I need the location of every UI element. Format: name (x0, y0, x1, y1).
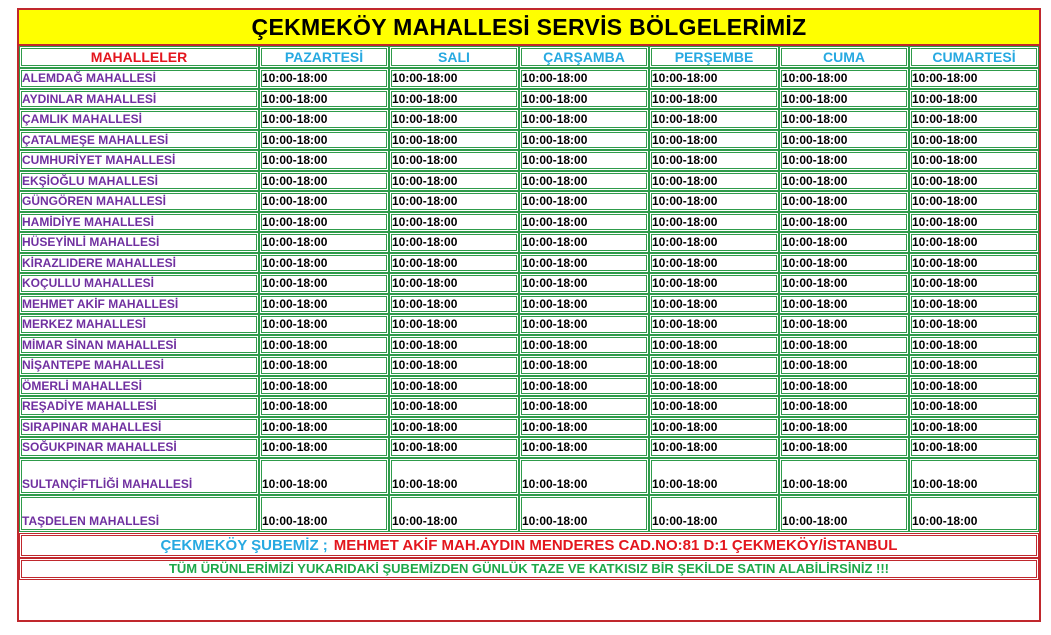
service-hours-cell: 10:00-18:00 (779, 314, 909, 335)
service-hours-cell: 10:00-18:00 (909, 495, 1039, 532)
service-hours-cell: 10:00-18:00 (259, 109, 389, 130)
service-hours-cell: 10:00-18:00 (909, 273, 1039, 294)
neighborhood-name: SIRAPINAR MAHALLESİ (19, 417, 259, 438)
table-row (19, 314, 1039, 335)
service-hours-cell: 10:00-18:00 (649, 294, 779, 315)
page-title: ÇEKMEKÖY MAHALLESİ SERVİS BÖLGELERİMİZ (19, 10, 1039, 46)
table-row (19, 171, 1039, 192)
service-hours-cell: 10:00-18:00 (649, 191, 779, 212)
service-hours-cell: 10:00-18:00 (519, 437, 649, 458)
service-hours-cell: 10:00-18:00 (259, 232, 389, 253)
service-hours-cell: 10:00-18:00 (519, 68, 649, 89)
neighborhood-name: CUMHURİYET MAHALLESİ (19, 150, 259, 171)
service-hours-cell: 10:00-18:00 (519, 232, 649, 253)
neighborhood-name: ÖMERLİ MAHALLESİ (19, 376, 259, 397)
neighborhood-name: ÇATALMEŞE MAHALLESİ (19, 130, 259, 151)
service-hours-cell: 10:00-18:00 (779, 294, 909, 315)
header-day-3: ÇARŞAMBA (519, 46, 649, 68)
service-hours-cell: 10:00-18:00 (649, 150, 779, 171)
service-hours-cell: 10:00-18:00 (649, 396, 779, 417)
neighborhood-name: SULTANÇİFTLİĞİ MAHALLESİ (19, 458, 259, 495)
service-hours-cell: 10:00-18:00 (909, 150, 1039, 171)
service-hours-cell: 10:00-18:00 (779, 396, 909, 417)
service-hours-cell: 10:00-18:00 (779, 171, 909, 192)
service-hours-cell: 10:00-18:00 (909, 130, 1039, 151)
service-hours-cell: 10:00-18:00 (259, 68, 389, 89)
service-hours-cell: 10:00-18:00 (779, 89, 909, 110)
service-hours-cell: 10:00-18:00 (779, 68, 909, 89)
schedule-sheet (17, 8, 1041, 622)
service-hours-cell: 10:00-18:00 (909, 355, 1039, 376)
service-hours-cell: 10:00-18:00 (259, 171, 389, 192)
service-hours-cell: 10:00-18:00 (389, 417, 519, 438)
service-hours-cell: 10:00-18:00 (909, 376, 1039, 397)
service-hours-cell: 10:00-18:00 (389, 130, 519, 151)
service-hours-cell: 10:00-18:00 (649, 109, 779, 130)
service-hours-cell: 10:00-18:00 (649, 171, 779, 192)
service-hours-cell: 10:00-18:00 (259, 314, 389, 335)
service-hours-cell: 10:00-18:00 (779, 273, 909, 294)
service-hours-cell: 10:00-18:00 (259, 437, 389, 458)
service-hours-cell: 10:00-18:00 (259, 253, 389, 274)
service-hours-cell: 10:00-18:00 (519, 150, 649, 171)
service-hours-cell: 10:00-18:00 (909, 68, 1039, 89)
service-hours-cell: 10:00-18:00 (519, 355, 649, 376)
service-hours-cell: 10:00-18:00 (909, 437, 1039, 458)
service-hours-cell: 10:00-18:00 (519, 109, 649, 130)
neighborhood-name: KİRAZLIDERE MAHALLESİ (19, 253, 259, 274)
service-hours-cell: 10:00-18:00 (779, 109, 909, 130)
table-row (19, 437, 1039, 458)
service-hours-cell: 10:00-18:00 (909, 212, 1039, 233)
neighborhood-name: MERKEZ MAHALLESİ (19, 314, 259, 335)
service-hours-cell: 10:00-18:00 (259, 150, 389, 171)
service-hours-cell: 10:00-18:00 (259, 212, 389, 233)
service-hours-cell: 10:00-18:00 (259, 417, 389, 438)
table-row (19, 495, 1039, 532)
service-hours-cell: 10:00-18:00 (909, 396, 1039, 417)
service-hours-cell: 10:00-18:00 (389, 273, 519, 294)
header-day-1: PAZARTESİ (259, 46, 389, 68)
service-hours-cell: 10:00-18:00 (909, 335, 1039, 356)
service-hours-cell: 10:00-18:00 (389, 376, 519, 397)
table-row (19, 212, 1039, 233)
neighborhood-name: SOĞUKPINAR MAHALLESİ (19, 437, 259, 458)
service-hours-cell: 10:00-18:00 (519, 191, 649, 212)
service-hours-cell: 10:00-18:00 (519, 253, 649, 274)
service-hours-cell: 10:00-18:00 (779, 191, 909, 212)
service-hours-cell: 10:00-18:00 (259, 396, 389, 417)
service-hours-cell: 10:00-18:00 (389, 253, 519, 274)
table-row (19, 376, 1039, 397)
service-hours-cell: 10:00-18:00 (389, 335, 519, 356)
service-hours-cell: 10:00-18:00 (779, 232, 909, 253)
header-row (19, 46, 1039, 68)
service-hours-cell: 10:00-18:00 (389, 495, 519, 532)
service-hours-cell: 10:00-18:00 (389, 89, 519, 110)
neighborhood-name: EKŞİOĞLU MAHALLESİ (19, 171, 259, 192)
neighborhood-name: NİŞANTEPE MAHALLESİ (19, 355, 259, 376)
service-hours-cell: 10:00-18:00 (389, 458, 519, 495)
service-hours-cell: 10:00-18:00 (389, 191, 519, 212)
service-hours-cell: 10:00-18:00 (909, 191, 1039, 212)
service-hours-cell: 10:00-18:00 (909, 89, 1039, 110)
service-hours-cell: 10:00-18:00 (259, 376, 389, 397)
neighborhood-name: HAMİDİYE MAHALLESİ (19, 212, 259, 233)
branch-label: ÇEKMEKÖY ŞUBEMİZ ; (160, 536, 328, 554)
service-hours-cell: 10:00-18:00 (519, 376, 649, 397)
table-row (19, 294, 1039, 315)
service-hours-cell: 10:00-18:00 (649, 212, 779, 233)
service-hours-cell: 10:00-18:00 (259, 294, 389, 315)
service-hours-cell: 10:00-18:00 (519, 171, 649, 192)
service-hours-cell: 10:00-18:00 (649, 458, 779, 495)
service-hours-cell: 10:00-18:00 (779, 495, 909, 532)
neighborhood-name: TAŞDELEN MAHALLESİ (19, 495, 259, 532)
neighborhood-name: ALEMDAĞ MAHALLESİ (19, 68, 259, 89)
service-hours-cell: 10:00-18:00 (909, 417, 1039, 438)
service-hours-cell: 10:00-18:00 (519, 458, 649, 495)
service-hours-cell: 10:00-18:00 (519, 273, 649, 294)
table-row (19, 150, 1039, 171)
service-hours-cell: 10:00-18:00 (389, 314, 519, 335)
service-hours-cell: 10:00-18:00 (779, 355, 909, 376)
service-hours-cell: 10:00-18:00 (389, 437, 519, 458)
service-hours-cell: 10:00-18:00 (649, 355, 779, 376)
neighborhood-name: MİMAR SİNAN MAHALLESİ (19, 335, 259, 356)
table-row (19, 458, 1039, 495)
service-hours-cell: 10:00-18:00 (909, 109, 1039, 130)
neighborhood-name: REŞADİYE MAHALLESİ (19, 396, 259, 417)
service-hours-cell: 10:00-18:00 (389, 294, 519, 315)
header-day-5: CUMA (779, 46, 909, 68)
service-hours-cell: 10:00-18:00 (909, 314, 1039, 335)
service-hours-cell: 10:00-18:00 (389, 232, 519, 253)
service-hours-cell: 10:00-18:00 (779, 150, 909, 171)
service-hours-cell: 10:00-18:00 (389, 68, 519, 89)
table-row (19, 130, 1039, 151)
service-hours-cell: 10:00-18:00 (649, 314, 779, 335)
service-hours-cell: 10:00-18:00 (779, 417, 909, 438)
table-row (19, 417, 1039, 438)
service-hours-cell: 10:00-18:00 (779, 335, 909, 356)
table-row (19, 191, 1039, 212)
service-hours-cell: 10:00-18:00 (389, 109, 519, 130)
service-hours-cell: 10:00-18:00 (909, 294, 1039, 315)
service-hours-cell: 10:00-18:00 (519, 130, 649, 151)
service-hours-cell: 10:00-18:00 (779, 458, 909, 495)
service-hours-cell: 10:00-18:00 (389, 355, 519, 376)
service-hours-cell: 10:00-18:00 (519, 335, 649, 356)
service-hours-cell: 10:00-18:00 (519, 212, 649, 233)
service-hours-cell: 10:00-18:00 (259, 89, 389, 110)
service-hours-cell: 10:00-18:00 (259, 458, 389, 495)
service-hours-cell: 10:00-18:00 (519, 314, 649, 335)
service-hours-cell: 10:00-18:00 (649, 376, 779, 397)
service-hours-cell: 10:00-18:00 (909, 253, 1039, 274)
table-row (19, 89, 1039, 110)
table-row (19, 273, 1039, 294)
service-hours-cell: 10:00-18:00 (259, 191, 389, 212)
service-hours-cell: 10:00-18:00 (909, 171, 1039, 192)
branch-address: MEHMET AKİF MAH.AYDIN MENDERES CAD.NO:81 D:1 ÇEKMEKÖY/İSTANBUL (333, 536, 898, 554)
service-hours-cell: 10:00-18:00 (779, 437, 909, 458)
service-hours-cell: 10:00-18:00 (779, 253, 909, 274)
table-row (19, 232, 1039, 253)
neighborhood-name: GÜNGÖREN MAHALLESİ (19, 191, 259, 212)
neighborhood-name: ÇAMLIK MAHALLESİ (19, 109, 259, 130)
service-hours-cell: 10:00-18:00 (259, 273, 389, 294)
service-hours-cell: 10:00-18:00 (649, 89, 779, 110)
service-hours-cell: 10:00-18:00 (519, 294, 649, 315)
service-hours-cell: 10:00-18:00 (779, 376, 909, 397)
service-hours-cell: 10:00-18:00 (649, 253, 779, 274)
service-hours-cell: 10:00-18:00 (649, 273, 779, 294)
service-hours-cell: 10:00-18:00 (259, 355, 389, 376)
service-hours-cell: 10:00-18:00 (649, 68, 779, 89)
service-hours-cell: 10:00-18:00 (389, 150, 519, 171)
service-hours-cell: 10:00-18:00 (519, 89, 649, 110)
service-hours-cell: 10:00-18:00 (779, 130, 909, 151)
table-row (19, 109, 1039, 130)
service-hours-cell: 10:00-18:00 (649, 232, 779, 253)
service-hours-cell: 10:00-18:00 (259, 335, 389, 356)
service-hours-cell: 10:00-18:00 (259, 130, 389, 151)
service-hours-cell: 10:00-18:00 (389, 212, 519, 233)
header-day-4: PERŞEMBE (649, 46, 779, 68)
service-hours-cell: 10:00-18:00 (649, 335, 779, 356)
table-row (19, 68, 1039, 89)
table-row (19, 355, 1039, 376)
header-neighborhoods: MAHALLELER (19, 46, 259, 68)
service-hours-cell: 10:00-18:00 (909, 458, 1039, 495)
service-hours-cell: 10:00-18:00 (649, 417, 779, 438)
branch-address-bar (19, 533, 1039, 558)
service-hours-cell: 10:00-18:00 (649, 130, 779, 151)
footer-note: TÜM ÜRÜNLERİMİZİ YUKARIDAKİ ŞUBEMİZDEN GÜNLÜK TAZE VE KATKISIZ BİR ŞEKİLDE SATIN ALABİLİRSİNİZ !!! (19, 558, 1039, 580)
service-hours-cell: 10:00-18:00 (649, 495, 779, 532)
table-body (19, 68, 1039, 532)
service-hours-cell: 10:00-18:00 (519, 495, 649, 532)
table-row (19, 335, 1039, 356)
neighborhood-name: KOÇULLU MAHALLESİ (19, 273, 259, 294)
header-day-6: CUMARTESİ (909, 46, 1039, 68)
service-hours-cell: 10:00-18:00 (259, 495, 389, 532)
service-hours-cell: 10:00-18:00 (389, 396, 519, 417)
service-hours-cell: 10:00-18:00 (909, 232, 1039, 253)
table-row (19, 253, 1039, 274)
neighborhood-name: AYDINLAR MAHALLESİ (19, 89, 259, 110)
header-day-2: SALI (389, 46, 519, 68)
table-row (19, 396, 1039, 417)
service-hours-cell: 10:00-18:00 (389, 171, 519, 192)
service-hours-cell: 10:00-18:00 (649, 437, 779, 458)
schedule-table (19, 46, 1039, 532)
neighborhood-name: HÜSEYİNLİ MAHALLESİ (19, 232, 259, 253)
service-hours-cell: 10:00-18:00 (779, 212, 909, 233)
service-hours-cell: 10:00-18:00 (519, 417, 649, 438)
neighborhood-name: MEHMET AKİF MAHALLESİ (19, 294, 259, 315)
service-hours-cell: 10:00-18:00 (519, 396, 649, 417)
